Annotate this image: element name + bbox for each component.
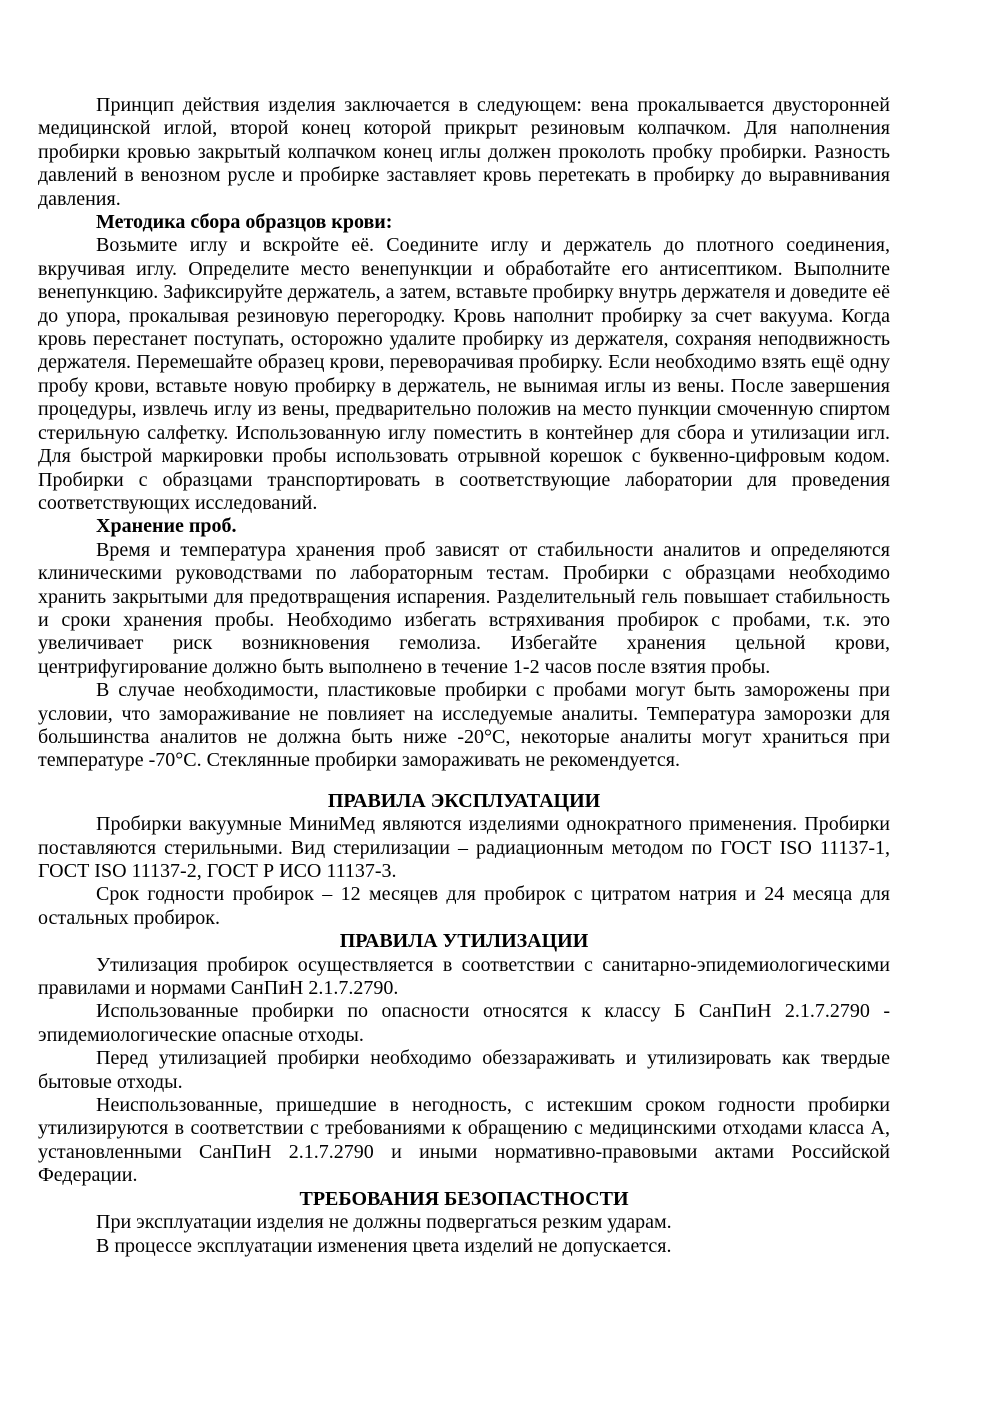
paragraph-shelf-life: Срок годности пробирок – 12 месяцев для пробирок с цитратом натрия и 24 месяца для остальных пробирок. <box>38 883 890 929</box>
paragraph-no-sharp-impacts: При эксплуатации изделия не должны подвергаться резким ударам. <box>96 1211 672 1234</box>
paragraph-storage-conditions: Время и температура хранения проб зависят от стабильности аналитов и определяются клиническими руководствами по лабораторным тестам. Пробирки с образцами необходимо хранить закрытыми для предотвращения испарения. Разделительный гель повышает стабильность и сроки хранения пробы. Необходимо избегать встряхивания пробирок с пробами, т.к. это увеличивает риск возникновения гемолиза. Избегайте хранения цельной крови, центрифугирование должно быть выполнено в течение 1-2 часов после взятия пробы. <box>38 538 890 678</box>
heading-operation-rules: ПРАВИЛА ЭКСПЛУАТАЦИИ <box>327 789 601 812</box>
paragraph-disposal-sanpin: Утилизация пробирок осуществляется в соответствии с санитарно-эпидемиологическими правилами и нормами СанПиН 2.1.7.2790. <box>38 953 890 1000</box>
heading-disposal-rules: ПРАВИЛА УТИЛИЗАЦИИ <box>339 930 589 953</box>
subheading-sample-storage: Хранение проб. <box>96 515 237 538</box>
paragraph-single-use-sterilization: Пробирки вакуумные МиниМед являются изделиями однократного применения. Пробирки поставляются стерильными. Вид стерилизации – радиационным методом по ГОСТ ISO 11137-1, ГОСТ ISO 11137-2, ГОСТ Р ИСО 11137-3. <box>38 813 890 882</box>
heading-safety-requirements: ТРЕБОВАНИЯ БЕЗОПАСТНОСТИ <box>299 1187 629 1210</box>
paragraph-no-color-change: В процессе эксплуатации изменения цвета изделий не допускается. <box>96 1234 672 1257</box>
paragraph-principle-of-operation: Принцип действия изделия заключается в следующем: вена прокалывается двусторонней медицинской иглой, второй конец которой прикрыт резиновым колпачком. Для наполнения пробирки кровью закрытый колпачком конец иглы должен проколоть пробку пробирки. Разность давлений в венозном русле и пробирке заставляет кровь перетекать в пробирку до выравнивания давления. <box>38 94 890 210</box>
paragraph-decontamination: Перед утилизацией пробирки необходимо обеззараживать и утилизировать как твердые бытовые отходы. <box>38 1047 890 1093</box>
paragraph-freezing-conditions: В случае необходимости, пластиковые пробирки с пробами могут быть заморожены при условии, что замораживание не повлияет на исследуемые аналиты. Температура заморозки для большинства аналитов не должна быть ниже -20°С, некоторые аналиты могут храниться при температуре -70°С. Стеклянные пробирки замораживать не рекомендуется. <box>38 679 890 772</box>
paragraph-collection-procedure: Возьмите иглу и вскройте её. Соедините иглу и держатель до плотного соединения, вкручивая иглу. Определите место венепункции и обработайте его антисептиком. Выполните венепункцию. Зафиксируйте держатель, а затем, вставьте пробирку внутрь держателя и доведите её до упора, прокалывая резиновую перегородку. Кровь наполнит пробирку за счет вакуума. Когда кровь перестанет поступать, осторожно удалите пробирку из держателя, сохраняя неподвижность держателя. Перемешайте образец крови, переворачивая пробирку. Если необходимо взять ещё одну пробу крови, вставьте новую пробирку в держатель, не вынимая иглы из вены. После завершения процедуры, извлечь иглу из вены, предварительно положив на место пункции смоченную спиртом стерильную салфетку. Использованную иглу поместить в контейнер для сбора и утилизации игл. Для быстрой маркировки пробы использовать отрывной корешок с буквенно-цифровым кодом. Пробирки с образцами транспортировать в соответствующие лаборатории для проведения соответствующих исследований. <box>38 234 890 514</box>
paragraph-used-tubes-class-b: Использованные пробирки по опасности относятся к классу Б СанПиН 2.1.7.2790 - эпидемиологические опасные отходы. <box>38 1000 890 1046</box>
subheading-blood-collection-method: Методика сбора образцов крови: <box>96 211 393 234</box>
paragraph-unused-tubes-class-a: Неиспользованные, пришедшие в негодность, с истекшим сроком годности пробирки утилизируются в соответствии с требованиями к обращению с медицинскими отходами класса А, установленными СанПиН 2.1.7.2790 и иными нормативно-правовыми актами Российской Федерации. <box>38 1094 890 1187</box>
